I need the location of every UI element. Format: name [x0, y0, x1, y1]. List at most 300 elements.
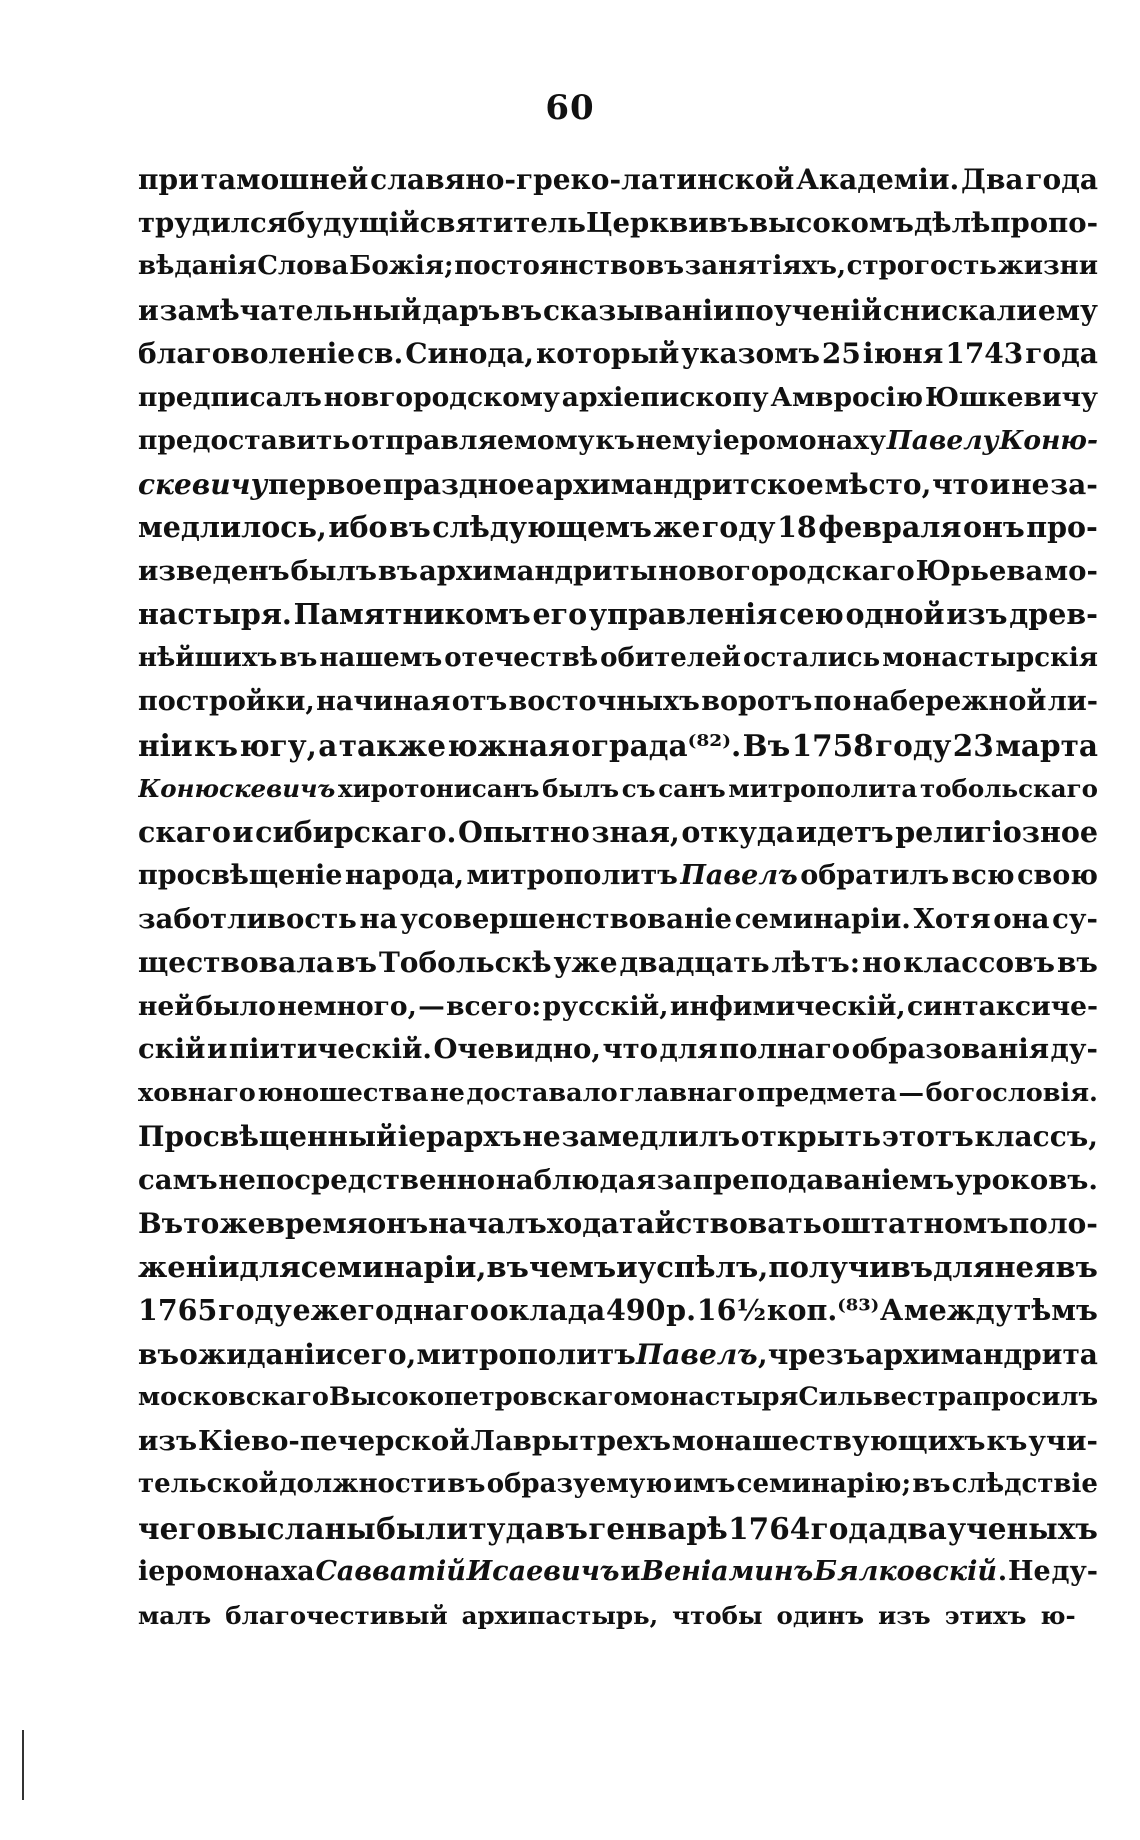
word: жизни — [997, 251, 1098, 281]
word: 16½ — [696, 1293, 767, 1327]
word: тобольскаго — [920, 774, 1098, 803]
word: его — [532, 597, 588, 631]
word: инфимическій, — [669, 990, 906, 1022]
word: св. — [357, 337, 404, 370]
word: получивъ — [768, 1249, 934, 1284]
word: воротъ — [701, 686, 813, 717]
word: время — [265, 1207, 368, 1240]
word: что — [932, 467, 989, 501]
text-line — [138, 1420, 1098, 1464]
word: Павелъ — [680, 860, 798, 891]
word: этихъ — [944, 1600, 1027, 1630]
word: въ — [1056, 946, 1098, 979]
word: архимандритское — [535, 467, 824, 501]
word: іеромонаху — [712, 425, 886, 456]
text-line — [138, 463, 1098, 507]
word: монастырскія — [882, 642, 1098, 673]
word: Кіево-печерской — [198, 1424, 470, 1457]
word: ограда⁽⁸²⁾. — [571, 727, 742, 763]
word: въ — [1055, 1249, 1098, 1284]
word: образованія — [851, 1033, 1050, 1065]
word: онъ — [962, 510, 1025, 544]
word: будущій — [287, 206, 420, 239]
word: Опытно — [458, 814, 590, 849]
word: снискали — [882, 293, 1038, 327]
word: чемъ — [528, 1249, 617, 1284]
word: трудился — [138, 206, 288, 239]
word: Амвросію — [770, 381, 924, 413]
word: года — [1025, 337, 1098, 370]
word: благоволеніе — [138, 337, 356, 370]
word: тоже — [183, 1207, 266, 1240]
word: Павелу — [886, 425, 999, 456]
word: за — [656, 1163, 693, 1196]
word: чего — [138, 1510, 217, 1546]
word: югу, — [239, 727, 317, 763]
word: мѣсто, — [824, 467, 932, 501]
word: просвѣщеніе — [138, 860, 343, 891]
word: и — [620, 1556, 641, 1587]
word: русскій, — [542, 990, 669, 1022]
word: трехъ — [579, 1424, 671, 1457]
text-line — [138, 158, 1098, 202]
word: высланы — [216, 1510, 376, 1546]
word: былъ — [290, 554, 377, 587]
word: ховнаго — [138, 1077, 256, 1108]
text-line — [138, 724, 1098, 768]
word: изведенъ — [138, 554, 290, 587]
text-line — [138, 332, 1098, 376]
word: религіозное — [895, 814, 1098, 849]
word: митрополитъ — [416, 1337, 636, 1371]
word: былъ — [542, 774, 620, 803]
word: семинаріи, — [300, 1249, 487, 1284]
word: Просвѣщенный — [138, 1120, 397, 1153]
word: Божія; — [349, 251, 454, 281]
word: высокомъ — [748, 206, 914, 239]
word: этотъ — [881, 1120, 974, 1153]
word: въ — [501, 293, 543, 327]
word: начиная — [316, 686, 451, 717]
word: скаго — [138, 814, 231, 849]
word: учи- — [1028, 1424, 1098, 1457]
word: обителей — [600, 642, 741, 673]
word: Савватій — [315, 1556, 466, 1587]
word: іюня — [862, 337, 944, 370]
word: настыря. — [138, 597, 292, 631]
word: архипастырь, — [461, 1600, 659, 1630]
word: ежегоднаго — [292, 1293, 489, 1327]
word: 1764 — [728, 1510, 811, 1546]
word: ходатайствовать — [546, 1207, 822, 1240]
word: іерархъ — [397, 1120, 522, 1153]
text-line — [138, 506, 1098, 550]
word: постройки, — [138, 686, 315, 717]
word: Павелъ — [635, 1337, 758, 1371]
word: открыть — [740, 1120, 882, 1153]
word: было — [195, 990, 276, 1022]
word: митрополита — [728, 774, 918, 803]
word: главнаго — [619, 1077, 755, 1108]
word: февраля — [818, 510, 962, 544]
word: въ — [912, 1469, 951, 1499]
word: ученыхъ — [947, 1510, 1098, 1546]
text-line — [138, 550, 1098, 594]
word: мо- — [1044, 554, 1098, 587]
word: 490 — [605, 1293, 666, 1327]
word: Не — [1007, 1556, 1051, 1587]
word: имъ — [673, 1469, 736, 1499]
word: по — [813, 686, 852, 717]
word: ду- — [1050, 1033, 1098, 1065]
word: нѣйшихъ — [138, 642, 278, 673]
word: Исаевичъ — [466, 1556, 620, 1587]
word: марта — [995, 727, 1098, 763]
word: самъ — [138, 1163, 218, 1196]
word: Конюскевичъ — [138, 774, 336, 803]
word: строгость — [846, 251, 997, 281]
word: года — [810, 1510, 888, 1546]
word: доставало — [466, 1077, 618, 1108]
word: постоянство — [454, 251, 646, 281]
word: Церкви — [585, 206, 709, 239]
word: къ — [194, 727, 238, 763]
word: изъ — [878, 1600, 931, 1630]
word: не — [430, 1077, 465, 1108]
word: набережной — [852, 686, 1047, 717]
word: санъ — [658, 774, 726, 803]
word: немного, — [277, 990, 417, 1022]
word: слѣдующемъ — [432, 510, 652, 544]
word: занятіяхъ, — [684, 251, 847, 281]
word: Слова — [257, 251, 349, 281]
word: митрополитъ — [466, 860, 678, 891]
word: въ — [389, 510, 431, 544]
word: Тобольскѣ — [378, 946, 552, 979]
word: нея — [994, 1249, 1056, 1284]
word: она — [993, 902, 1050, 935]
word: между — [903, 1293, 1013, 1327]
margin-mark — [22, 1730, 24, 1800]
word: и — [989, 467, 1011, 501]
text-line — [138, 1072, 1098, 1116]
word: 23 — [952, 727, 994, 763]
word: тельской — [138, 1469, 278, 1499]
text-line — [138, 376, 1098, 420]
word: даръ — [422, 293, 501, 327]
word: въ — [377, 554, 419, 587]
word: , — [757, 1337, 768, 1371]
word: предписалъ — [138, 381, 322, 413]
word: коп.⁽⁸³⁾ — [766, 1293, 880, 1327]
text-line — [138, 1463, 1098, 1507]
word: Веніаминъ — [641, 1556, 814, 1587]
word: монашествующихъ — [671, 1424, 986, 1457]
word: ней — [138, 990, 194, 1022]
word: что — [602, 1033, 658, 1065]
text-line — [138, 637, 1098, 681]
word: на — [359, 902, 398, 935]
text-line — [138, 202, 1098, 246]
word: туда — [468, 1510, 545, 1546]
word: женіи — [138, 1249, 240, 1284]
word: въ — [138, 1337, 179, 1371]
text-line — [138, 1115, 1098, 1159]
word: при — [138, 163, 199, 196]
word: дѣлѣ — [913, 206, 991, 239]
word: началъ — [428, 1207, 547, 1240]
word: штатномъ — [840, 1207, 1009, 1240]
word: зная, — [591, 814, 680, 849]
text-line — [138, 1376, 1098, 1420]
word: ибо — [328, 510, 388, 544]
word: Синода, — [405, 337, 535, 370]
word: отечествѣ — [444, 642, 599, 673]
word: народа, — [344, 860, 464, 891]
word: въ — [544, 1510, 588, 1546]
word: нашемъ — [319, 642, 443, 673]
text-line — [138, 1550, 1098, 1594]
word: Памятникомъ — [293, 597, 531, 631]
word: непосредственно — [218, 1163, 496, 1196]
text-line — [138, 1246, 1098, 1290]
word: усовершенствованіе — [400, 902, 733, 935]
word: московскаго — [138, 1382, 329, 1412]
word: уже — [553, 946, 618, 979]
text-line — [138, 1333, 1098, 1377]
word: классъ, — [974, 1120, 1098, 1153]
word: — — [418, 990, 445, 1022]
word: ніи — [138, 727, 193, 763]
word: скевичу — [138, 467, 268, 501]
word: Юшкевичу — [924, 381, 1098, 413]
word: о — [821, 1207, 841, 1240]
word: предмета — [756, 1077, 897, 1108]
word: году — [875, 727, 952, 763]
body-text — [138, 158, 1098, 1637]
word: богословія. — [925, 1077, 1098, 1108]
word: для — [239, 1249, 301, 1284]
word: идетъ — [795, 814, 894, 849]
word: одной — [845, 597, 945, 631]
word: онъ — [367, 1207, 429, 1240]
word: 1743 — [945, 337, 1024, 370]
word: Два — [961, 163, 1024, 196]
word: сказываніи — [542, 293, 734, 327]
word: генварѣ — [588, 1510, 728, 1546]
word: про- — [1026, 510, 1098, 544]
word: въ — [646, 251, 685, 281]
text-line — [138, 245, 1098, 289]
word: чтобы — [672, 1600, 763, 1630]
text-line — [138, 985, 1098, 1029]
word: медлилось, — [138, 510, 327, 544]
word: пропо- — [990, 206, 1098, 239]
word: классовъ — [903, 946, 1056, 979]
word: новгородскому — [323, 381, 560, 413]
word: архіепископу — [561, 381, 769, 413]
word: въ — [486, 1249, 529, 1284]
word: Высокопетровскаго — [328, 1382, 631, 1412]
word: для — [659, 1033, 718, 1065]
word: къ — [986, 1424, 1028, 1457]
word: году — [701, 510, 776, 544]
word: за- — [1050, 467, 1098, 501]
word: сибирскаго. — [255, 814, 457, 849]
word: малъ — [138, 1600, 212, 1630]
word: изъ — [138, 1424, 198, 1457]
word: просилъ — [972, 1382, 1098, 1412]
word: святитель — [419, 206, 586, 239]
word: архимандриты — [418, 554, 658, 587]
word: и — [206, 1033, 228, 1065]
word: Юрьева — [915, 554, 1044, 587]
word: р. — [666, 1293, 697, 1327]
word: восточныхъ — [508, 686, 700, 717]
text-line — [138, 854, 1098, 898]
word: сею — [778, 597, 844, 631]
word: — — [898, 1077, 925, 1108]
word: полнаго — [719, 1033, 851, 1065]
word: тѣмъ — [1013, 1293, 1098, 1327]
word: вѣданія — [138, 251, 257, 281]
word: су- — [1052, 902, 1098, 935]
word: въ — [447, 1469, 486, 1499]
word: уроковъ. — [954, 1163, 1098, 1196]
word: для — [933, 1249, 995, 1284]
word: поученій — [734, 293, 882, 327]
word: преподаваніемъ — [692, 1163, 955, 1196]
word: Очевидно, — [433, 1033, 601, 1065]
word: лѣтъ: — [771, 946, 861, 979]
word: синтаксиче- — [907, 990, 1098, 1022]
word: 1758 — [791, 727, 874, 763]
word: Сильвестра — [798, 1382, 973, 1412]
text-line — [138, 593, 1098, 637]
text-line — [138, 1028, 1098, 1072]
word: отправляемому — [351, 425, 595, 456]
text-line — [138, 941, 1098, 985]
text-line — [138, 1289, 1098, 1333]
word: Въ — [138, 1207, 184, 1240]
text-line — [138, 419, 1098, 463]
word: и — [616, 1249, 638, 1284]
word: Коню- — [999, 425, 1098, 456]
word: Въ — [742, 727, 791, 763]
word: образуемую — [486, 1469, 673, 1499]
word: году — [218, 1293, 292, 1327]
text-line — [138, 767, 1098, 811]
word: Хотя — [913, 902, 991, 935]
word: нему — [635, 425, 712, 456]
word: ществовала — [138, 946, 335, 979]
word: новогородскаго — [658, 554, 915, 587]
text-line — [138, 680, 1098, 724]
text-line — [138, 1594, 1098, 1638]
word: 18 — [777, 510, 817, 544]
word: въ — [708, 206, 749, 239]
word: отъ — [451, 686, 508, 717]
word: всю — [951, 860, 1015, 891]
word: піитическій. — [228, 1033, 432, 1065]
word: въ — [336, 946, 378, 979]
word: семинаріи. — [734, 902, 911, 935]
word: славяно-греко-латинской — [370, 163, 795, 196]
word: предоставить — [138, 425, 351, 456]
word: успѣлъ, — [637, 1249, 769, 1284]
word: іеромонаха — [138, 1556, 315, 1587]
text-line — [138, 811, 1098, 855]
word: семинарію; — [736, 1469, 912, 1499]
word: изъ — [946, 597, 1008, 631]
word: и — [138, 293, 159, 327]
word: заботливость — [138, 902, 357, 935]
word: также — [338, 727, 446, 763]
word: обратилъ — [800, 860, 950, 891]
word: должности — [279, 1469, 447, 1499]
word: замѣчательный — [159, 293, 422, 327]
word: были — [376, 1510, 468, 1546]
text-line — [138, 1202, 1098, 1246]
word: 1765 — [138, 1293, 218, 1327]
text-line — [138, 898, 1098, 942]
word: съ — [621, 774, 656, 803]
word: . — [997, 1556, 1008, 1587]
word: Лавры — [470, 1424, 579, 1457]
word: же — [653, 510, 701, 544]
word: наблюдая — [495, 1163, 657, 1196]
word: одинъ — [776, 1600, 865, 1630]
text-line — [138, 1159, 1098, 1203]
word: сего, — [335, 1337, 417, 1371]
word: въ — [279, 642, 318, 673]
word: а — [318, 727, 338, 763]
word: но — [862, 946, 902, 979]
word: откуда — [681, 814, 795, 849]
word: остались — [742, 642, 881, 673]
word: благочестивый — [225, 1600, 448, 1630]
word: Академіи. — [796, 163, 960, 196]
word: ю- — [1040, 1600, 1076, 1630]
word: свою — [1017, 860, 1098, 891]
word: не — [522, 1120, 561, 1153]
word: не — [1011, 467, 1050, 501]
word: А — [879, 1293, 904, 1327]
word: монастыря — [630, 1382, 799, 1412]
word: оклада — [489, 1293, 606, 1327]
word: двадцать — [619, 946, 770, 979]
word: 25 — [821, 337, 861, 370]
word: и — [232, 814, 254, 849]
word: южная — [447, 727, 570, 763]
word: всего: — [446, 990, 542, 1022]
word: поло- — [1008, 1207, 1098, 1240]
word: управленія — [588, 597, 778, 631]
page-number: 60 — [545, 88, 595, 128]
text-line — [138, 289, 1098, 333]
word: ли- — [1047, 686, 1098, 717]
word: ду- — [1051, 1556, 1098, 1587]
word: праздное — [382, 467, 535, 501]
word: архимандрита — [865, 1337, 1098, 1371]
text-line — [138, 1507, 1098, 1551]
word: замедлилъ — [561, 1120, 740, 1153]
word: ожиданіи — [179, 1337, 336, 1371]
word: указомъ — [681, 337, 820, 370]
word: скій — [138, 1033, 206, 1065]
word: два — [887, 1510, 947, 1546]
word: ему — [1037, 293, 1098, 327]
